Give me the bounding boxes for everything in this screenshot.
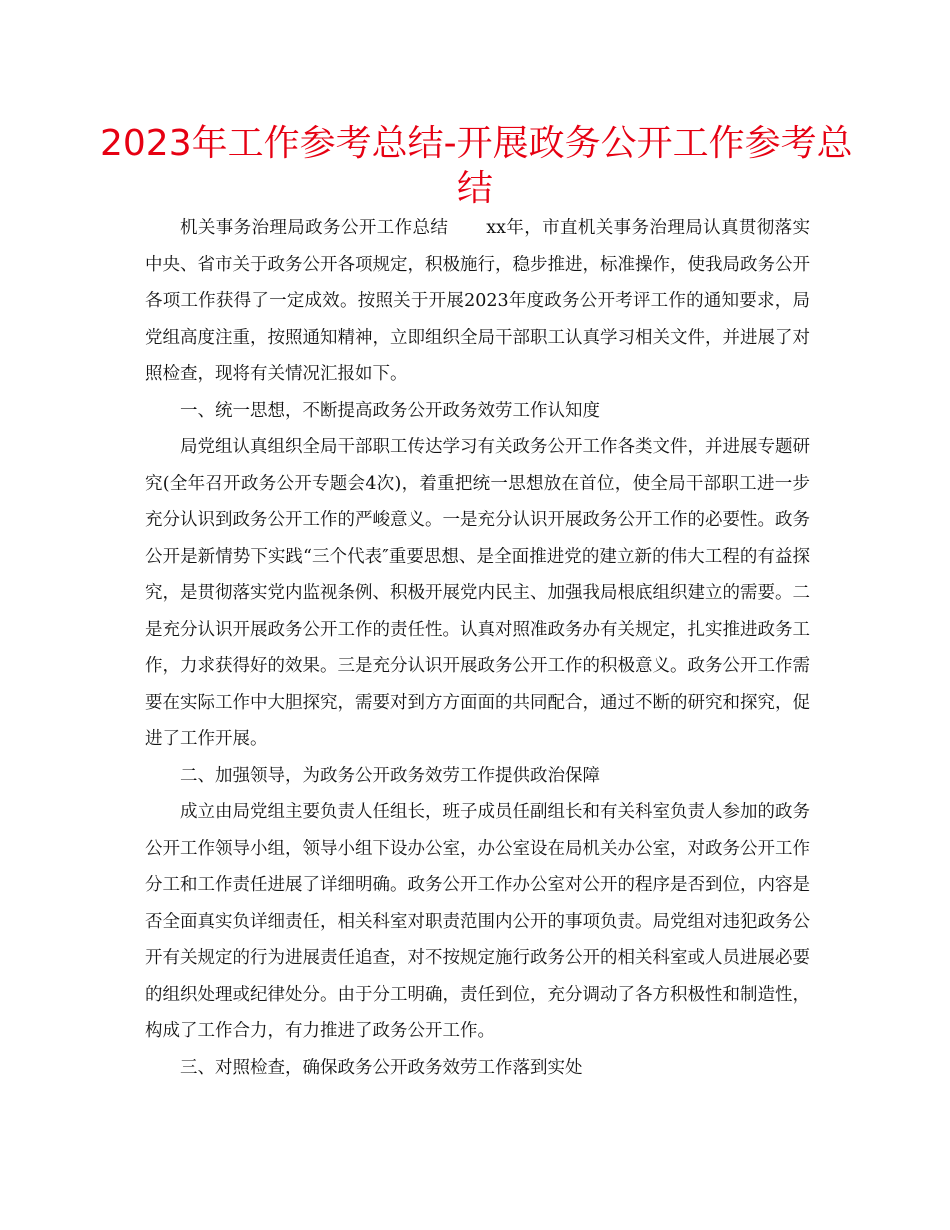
intro-heading: 机关事务治理局政务公开工作总结 bbox=[180, 218, 449, 238]
paragraph-section-1: 局党组认真组织全局干部职工传达学习有关政务公开工作各类文件，并进展专题研究(全年召开政务公开专题会4次)，着重把统一思想放在首位，使全局干部职工进一步充分认识到政务公开工作的严峻意义。一是充分认识开展政务公开工作的必要性。政务公开是新情势下实践“三个代表″重要思想、是全面推进党的建立新的伟大工程的有益探究，是贯彻落实党内监视条例、积极开展党内民主、加强我局根底组织建立的需要。二是充分认识开展政务公开工作的责任性。认真对照准政务办有关规定，扎实推进政务工作，力求获得好的效果。三是充分认识开展政务公开工作的积极意义。政务公开工作需要在实际工作中大胆探究，需要对到方方面面的共同配合，通过不断的研究和探究，促进了工作开展。 bbox=[145, 437, 810, 749]
paragraph-intro bbox=[145, 210, 810, 393]
document-title-line-1: 2023年工作参考总结-开展政务公开工作参考总 bbox=[100, 123, 853, 164]
paragraph-section-2: 成立由局党组主要负责人任组长，班子成员任副组长和有关科室负责人参加的政务公开工作领导小组，领导小组下设办公室，办公室设在局机关办公室，对政务公开工作分工和工作责任进展了详细明确。政务公开工作办公室对公开的程序是否到位，内容是否全面真实负详细责任，相关科室对职责范围内公开的事项负责。局党组对违犯政务公开有关规定的行为进展责任追查，对不按规定施行政务公开的相关科室或人员进展必要的组织处理或纪律处分。由于分工明确，责任到位，充分调动了各方积极性和制造性，构成了工作合力，有力推进了政务公开工作。 bbox=[145, 802, 810, 1041]
intro-text: xx年，市直机关事务治理局认真贯彻落实中央、省市关于政务公开各项规定，积极施行，稳步推进，标准操作，使我局政务公开各项工作获得了一定成效。按照关于开展2023年度政务公开考评工作的通知要求，局党组高度注重，按照通知精神，立即组织全局干部职工认真学习相关文件，并进展了对照检查，现将有关情况汇报如下。 bbox=[145, 218, 810, 384]
document-body bbox=[145, 210, 810, 1086]
section-heading-3: 三、对照检查，确保政务公开政务效劳工作落到实处 bbox=[180, 1057, 583, 1078]
section-heading-1: 一、统一思想，不断提高政务公开政务效劳工作认知度 bbox=[180, 400, 600, 421]
document-title-line-2: 结 bbox=[456, 168, 493, 209]
section-heading-2: 二、加强领导，为政务公开政务效劳工作提供政治保障 bbox=[180, 765, 600, 786]
